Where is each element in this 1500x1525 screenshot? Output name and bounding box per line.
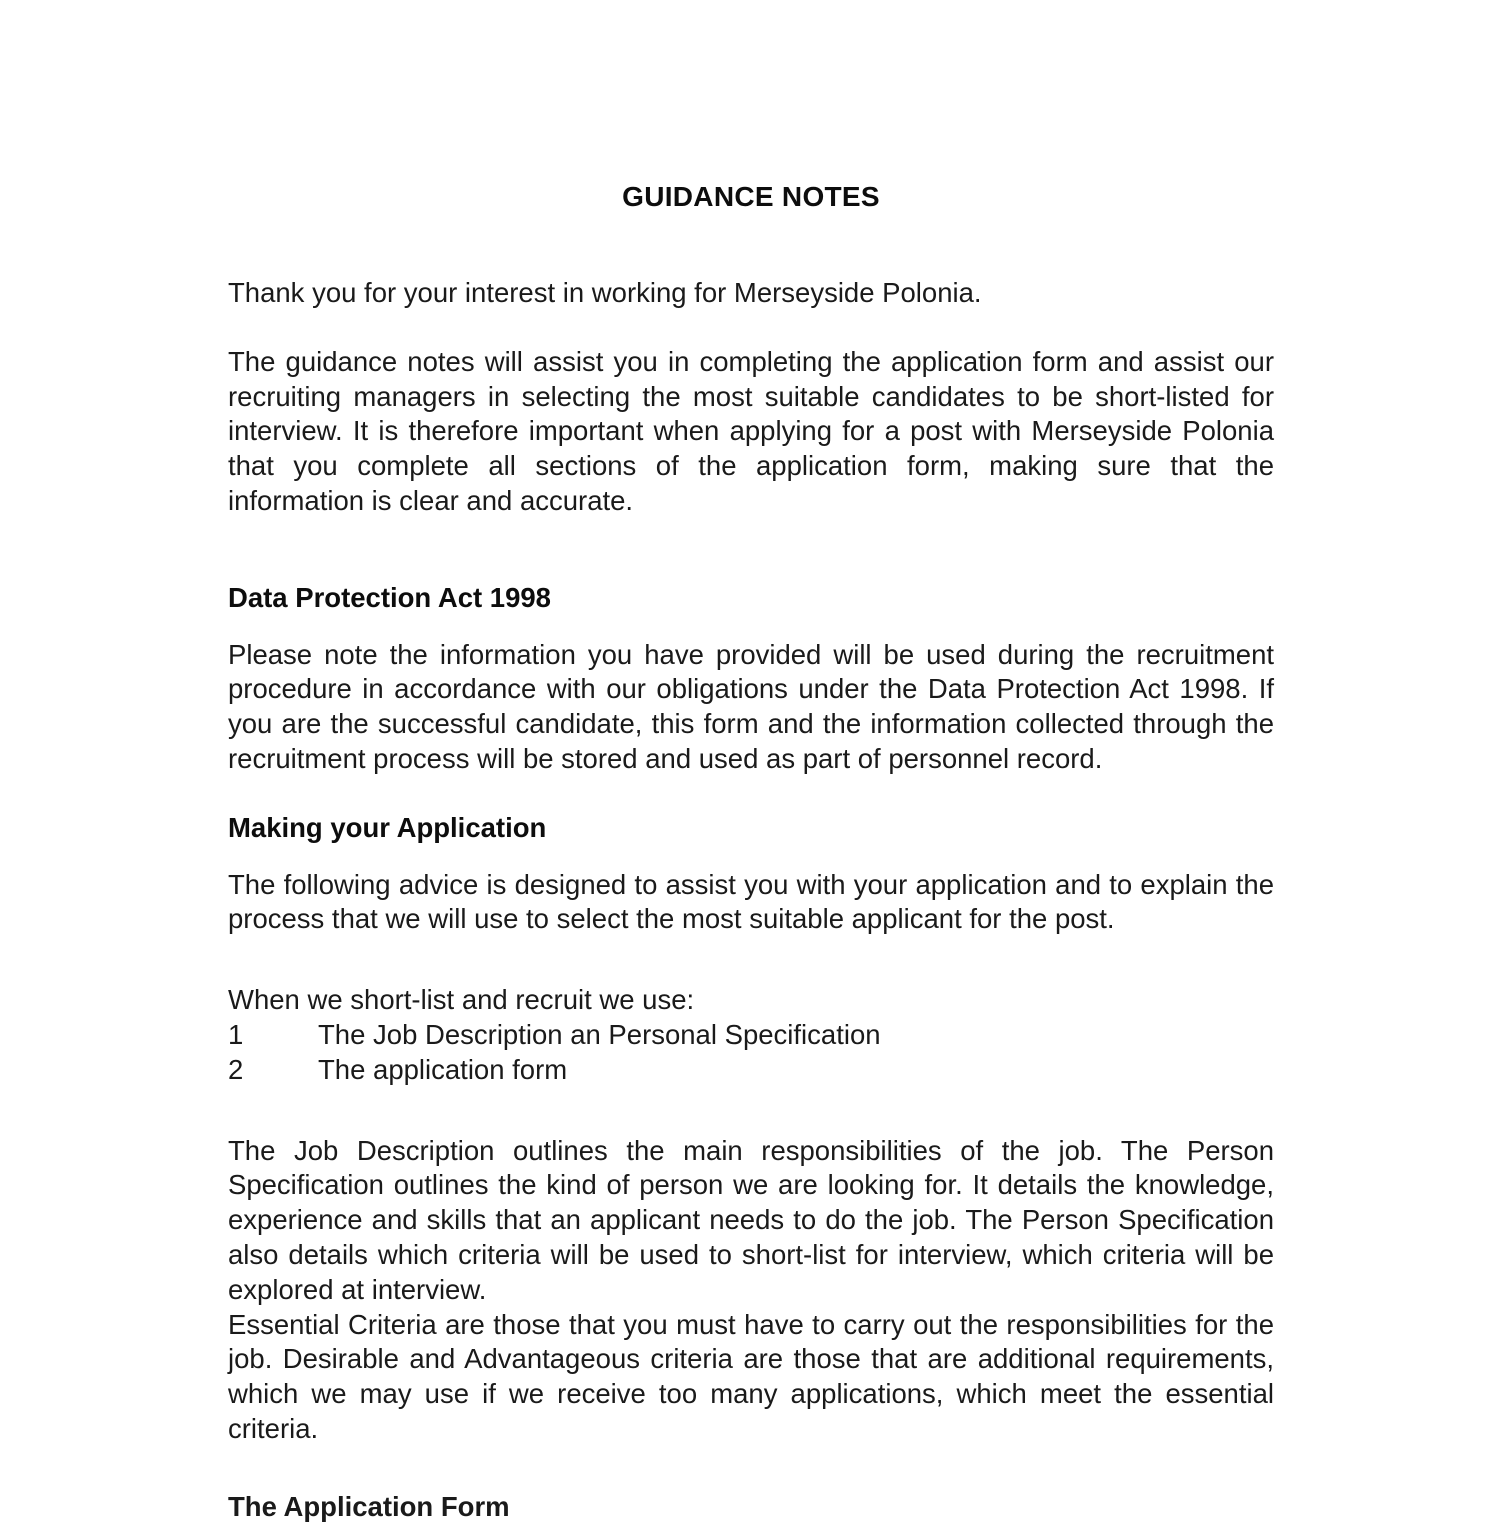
spacer-after-title (228, 214, 1274, 276)
criteria-paragraph: Essential Criteria are those that you must have to carry out the responsibilities for the job. Desirable and Advantageous criteria are those that are additional requirements, which we may use if we receive too many applications, which meet the essential criteria. (228, 1308, 1274, 1444)
spacer-before-job-description (228, 1088, 1274, 1134)
section-body-making-application: The following advice is designed to assist you with your application and to explain the process that we will use to select the most suitable applicant for the post. (228, 868, 1274, 935)
list-item (228, 1018, 1274, 1053)
list-item-number: 1 (228, 1018, 244, 1050)
shortlist-intro-line: When we short-list and recruit we use: (228, 984, 695, 1016)
cut-off-next-heading-text: The Application Form (228, 1491, 510, 1522)
spacer-after-dp-heading (228, 616, 1274, 638)
list-item (228, 1053, 1274, 1088)
spacer-before-shortlist (228, 937, 1274, 983)
section-body-data-protection: Please note the information you have provided will be used during the recruitment procedure in accordance with our obligations under the Data Protection Act 1998. If you are the successful candidate, this form and the information collected through the recruitment process will be stored and used as part of personnel record. (228, 638, 1274, 774)
list-item-label: The Job Description an Personal Specification (318, 1018, 881, 1050)
list-item-number: 2 (228, 1053, 244, 1085)
cut-off-next-heading (228, 1491, 1274, 1522)
job-description-paragraph: The Job Description outlines the main responsibilities of the job. The Person Specification outlines the kind of person we are looking for. It details the knowledge, experience and skills that an applicant needs to do the job. The Person Specification also details which criteria will be used to short-list for interview, which criteria will be explored at interview. (228, 1134, 1274, 1305)
document-content (228, 0, 1274, 1447)
shortlist-list (228, 1018, 1274, 1088)
section-heading-making-application: Making your Application (228, 811, 547, 843)
spacer-before-data-protection (228, 519, 1274, 581)
spacer-before-making-application (228, 777, 1274, 811)
spacer-after-greeting (228, 311, 1274, 345)
intro-greeting: Thank you for your interest in working for Merseyside Polonia. (228, 277, 982, 308)
section-heading-data-protection: Data Protection Act 1998 (228, 581, 551, 613)
list-item-label: The application form (318, 1053, 568, 1085)
intro-paragraph: The guidance notes will assist you in completing the application form and assist our recruiting managers in selecting the most suitable candidates to be short-listed for interview. It is therefore important when applying for a post with Merseyside Polonia that you complete all sections of the application form, making sure that the information is clear and accurate. (228, 345, 1274, 516)
spacer-after-ma-heading (228, 846, 1274, 868)
page-title: GUIDANCE NOTES (622, 181, 880, 212)
